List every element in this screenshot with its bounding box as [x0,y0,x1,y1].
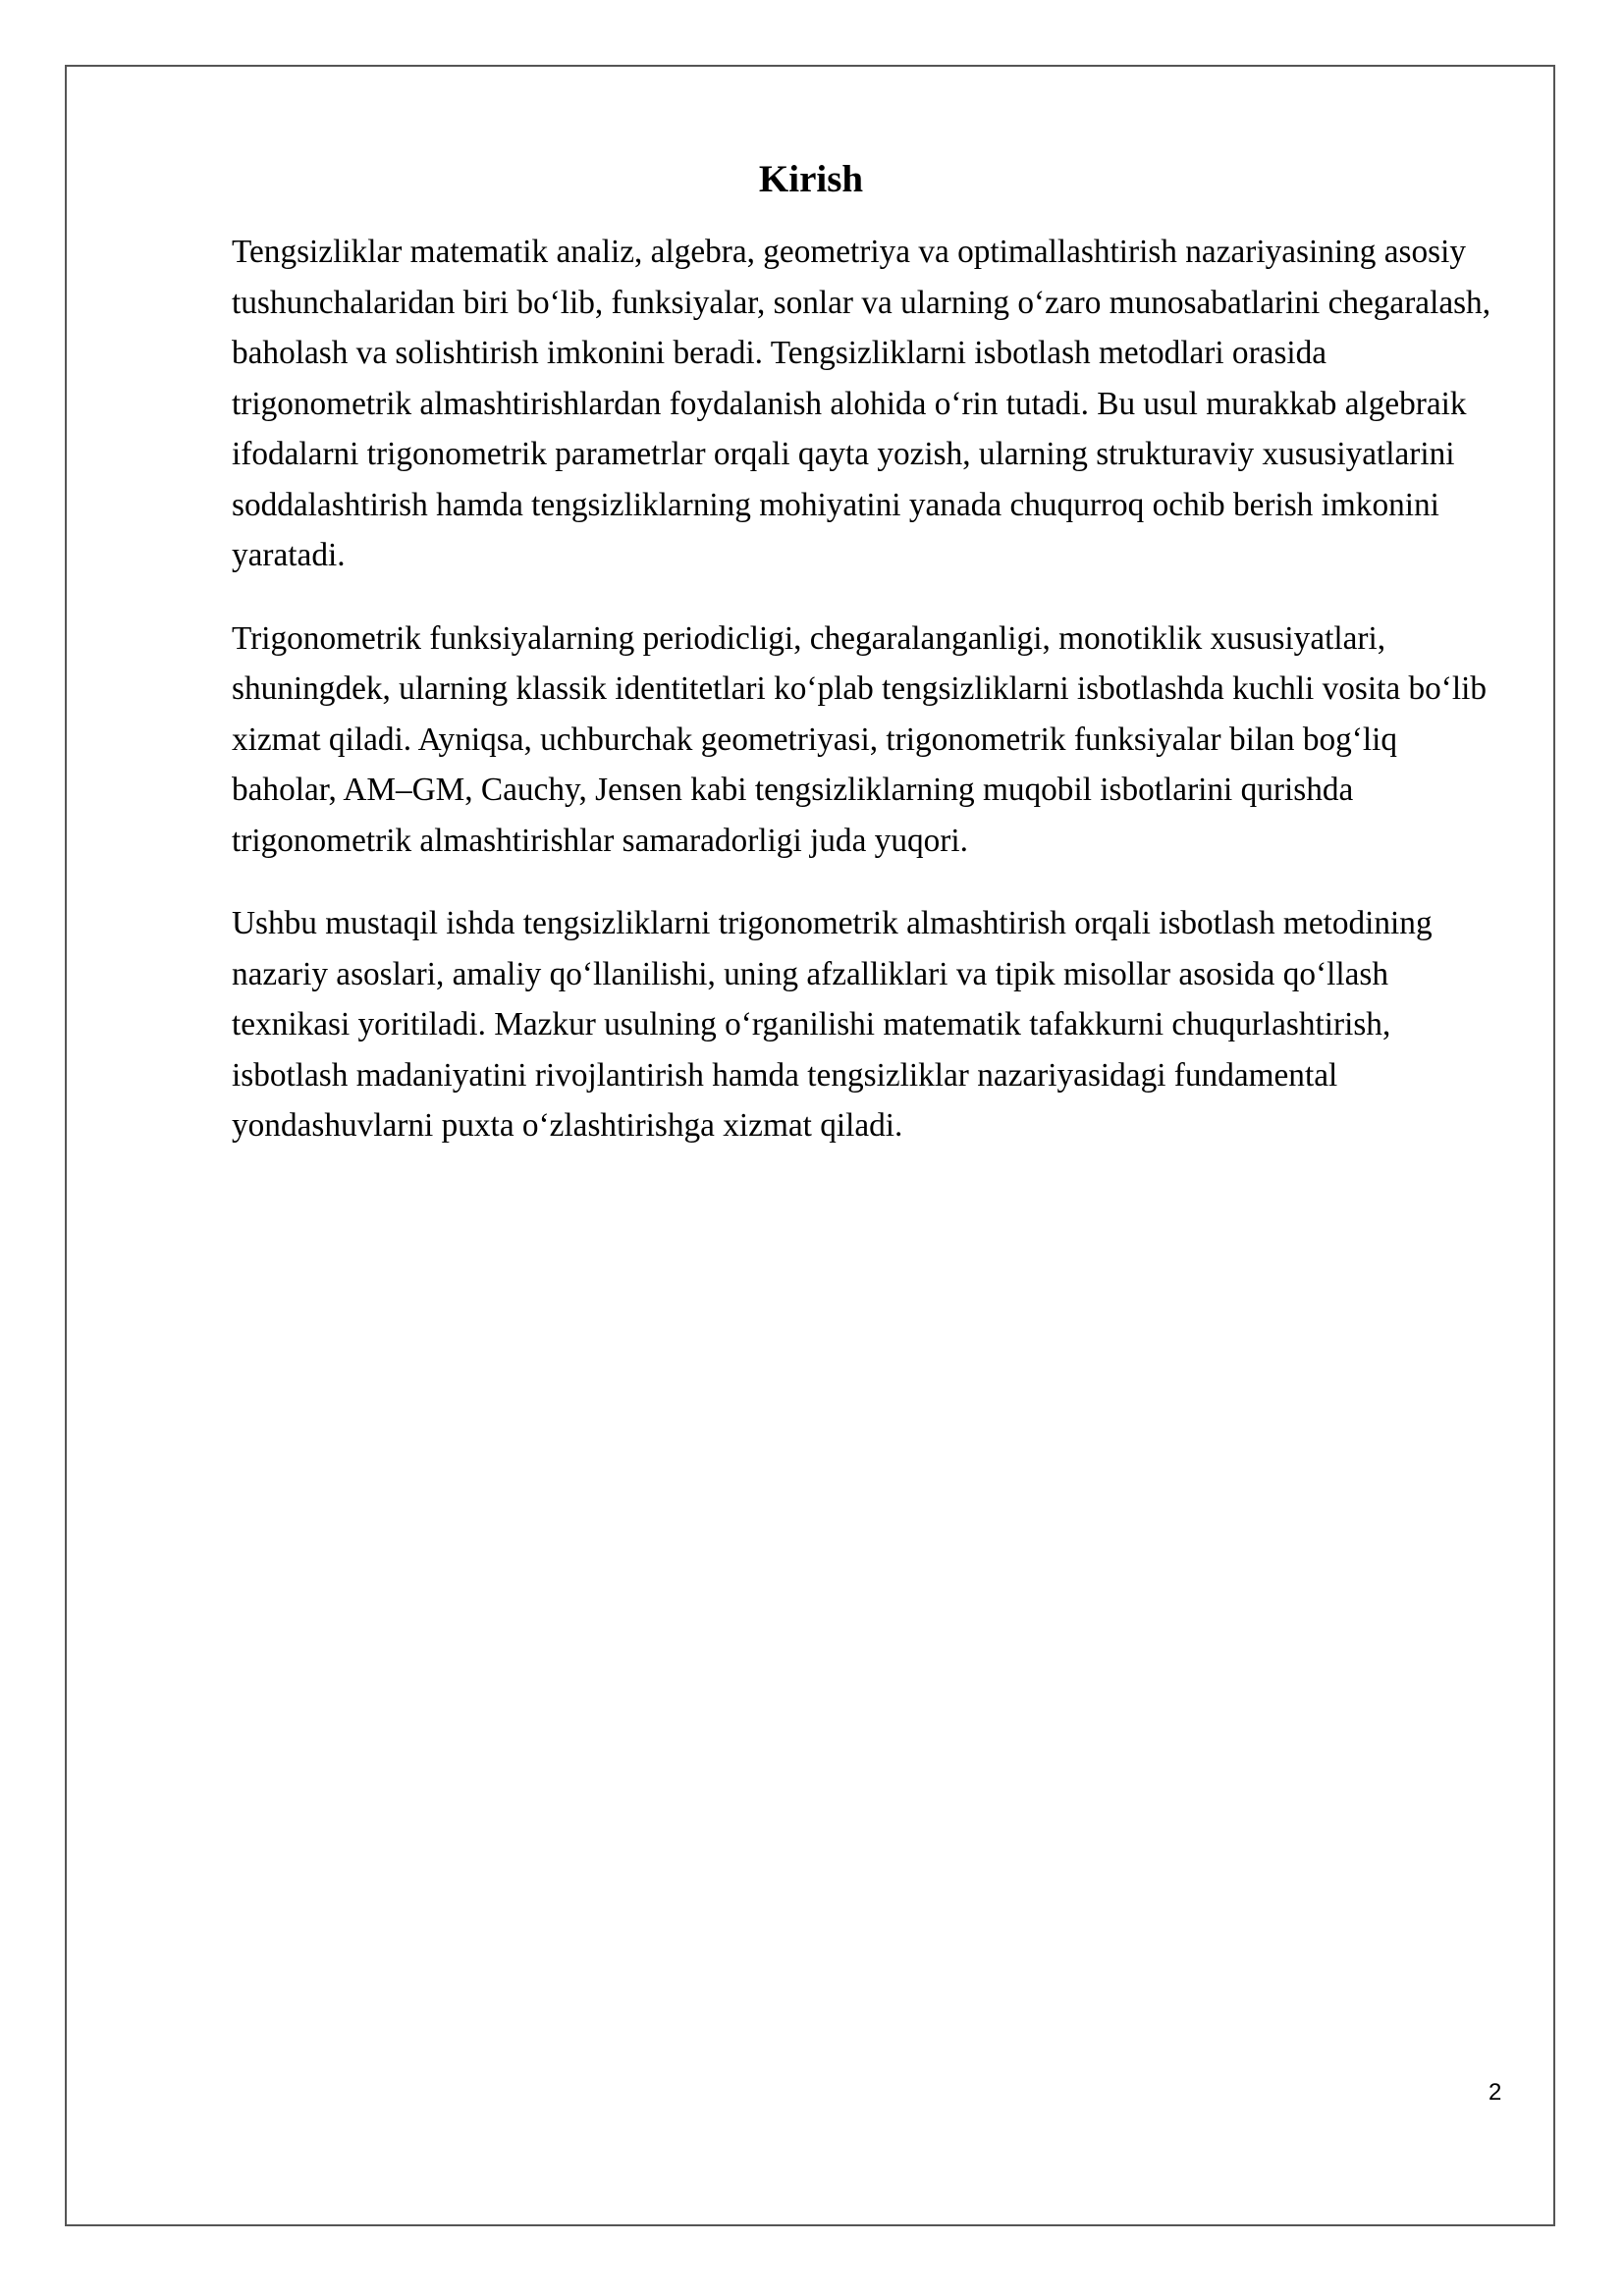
section-title: Kirish [758,158,864,200]
paragraph-2: Trigonometrik funksiyalarning periodicligi, chegaralanganligi, monotiklik xususiyatlari, shuningdek, ularning klassik identitetlari ko‘plab tengsizliklarni isbotlashda kuchli vosita bo‘lib xizmat qiladi. Ayniqsa, uchburchak geometriyasi, trigonometrik funksiyalar bilan bog‘liq baholar, AM–GM, Cauchy, Jensen kabi tengsizliklarning muqobil isbotlarini qurishda trigonometrik almashtirishlar samaradorligi juda yuqori. [232,619,1488,859]
paragraph-3: Ushbu mustaqil ishda tengsizliklarni trigonometrik almashtirish orqali isbotlash metodining nazariy asoslari, amaliy qo‘llanilishi, uning afzalliklari va tipik misollar asosida qo‘llash texnikasi yoritiladi. Mazkur usulning o‘rganilishi matematik tafakkurni chuqurlashtirish, isbotlash madaniyatini rivojlantirish hamda tengsizliklar nazariyasidagi fundamental yondashuvlarni puxta o‘zlashtirishga xizmat qiladi. [232,905,1433,1144]
document-body [232,152,1508,1184]
page-number: 2 [1489,2079,1502,2106]
paragraph-1: Tengsizliklar matematik analiz, algebra, geometriya va optimallashtirish nazariyasining asosiy tushunchalaridan biri bo‘lib, funksiyalar, sonlar va ularning o‘zaro munosabatlarini chegaralash, baholash va solishtirish imkonini beradi. Tengsizliklarni isbotlash metodlari orasida trigonometrik almashtirishlardan foydalanish alohida o‘rin tutadi. Bu usul murakkab algebraik ifodalarni trigonometrik parametrlar orqali qayta yozish, ularning strukturaviy xususiyatlarini soddalashtirish hamda tengsizliklarning mohiyatini yanada chuqurroq ochib berish imkonini yaratadi. [232,234,1491,573]
